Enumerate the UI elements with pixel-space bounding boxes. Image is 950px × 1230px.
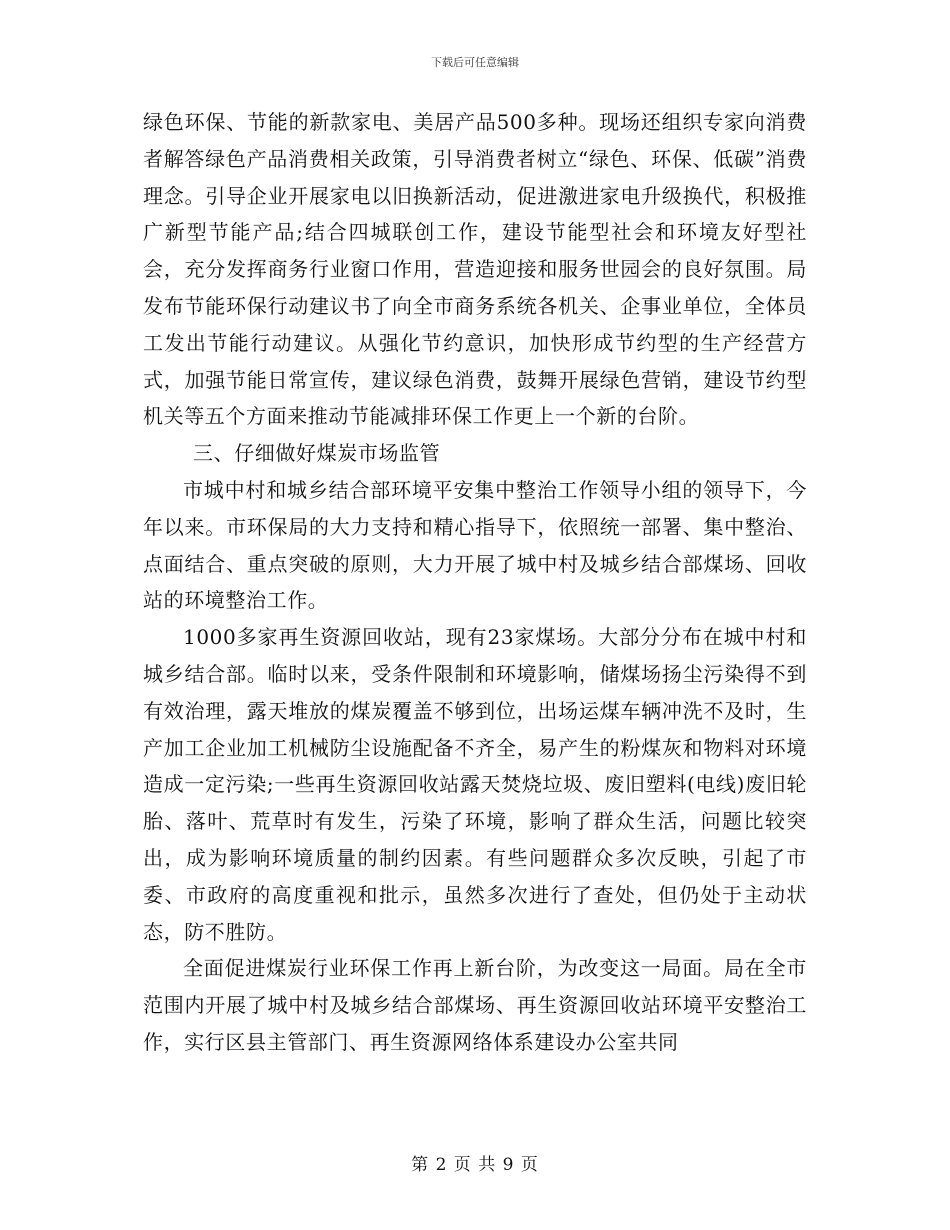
document-body [143, 104, 807, 1061]
paragraph-rectification-work: 市城中村和城乡结合部环境平安集中整治工作领导小组的领导下，今年以来。市环保局的大力支持和精心指导下，依照统一部署、集中整治、点面结合、重点突破的原则，大力开展了城中村及城乡结合部煤场、回收站的环境整治工作。 [143, 477, 807, 613]
paragraph-recycling-stations: 1000多家再生资源回收站，现有23家煤场。大部分分布在城中村和城乡结合部。临时以来，受条件限制和环境影响，储煤场扬尘污染得不到有效治理，露天堆放的煤炭覆盖不够到位，出场运煤车辆冲洗不及时，生产加工企业加工机械防尘设施配备不齐全，易产生的粉煤灰和物料对环境造成一定污染;一些再生资源回收站露天焚烧垃圾、废旧塑料(电线)废旧轮胎、落叶、荒草时有发生，污染了环境，影响了群众生活，问题比较突出，成为影响环境质量的制约因素。有些问题群众多次反映，引起了市委、市政府的高度重视和批示，虽然多次进行了查处，但仍处于主动状态，防不胜防。 [143, 625, 807, 944]
paragraph-promote-coal-industry: 全面促进煤炭行业环保工作再上新台阶，为改变这一局面。局在全市范围内开展了城中村及城乡结合部煤场、再生资源回收站环境平安整治工作，实行区县主管部门、再生资源网络体系建设办公室共同 [143, 956, 807, 1054]
paragraph-energy-saving: 绿色环保、节能的新款家电、美居产品500多种。现场还组织专家向消费者解答绿色产品消费相关政策，引导消费者树立“绿色、环保、低碳”消费理念。引导企业开展家电以旧换新活动，促进激进家电升级换代，积极推广新型节能产品;结合四城联创工作，建设节能型社会和环境友好型社会，充分发挥商务行业窗口作用，营造迎接和服务世园会的良好氛围。局发布节能环保行动建议书了向全市商务系统各机关、企事业单位，全体员工发出节能行动建议。从强化节约意识，加快形成节约型的生产经营方式，加强节能日常宣传，建议绿色消费，鼓舞开展绿色营销，建设节约型机关等五个方面来推动节能减排环保工作更上一个新的台阶。 [143, 110, 807, 429]
page-number-footer: 第 2 页 共 9 页 [411, 1155, 539, 1175]
page-header: 下载后可任意编辑 [431, 56, 519, 69]
section-heading-coal-market: 三、仔细做好煤炭市场监管 [193, 441, 441, 466]
